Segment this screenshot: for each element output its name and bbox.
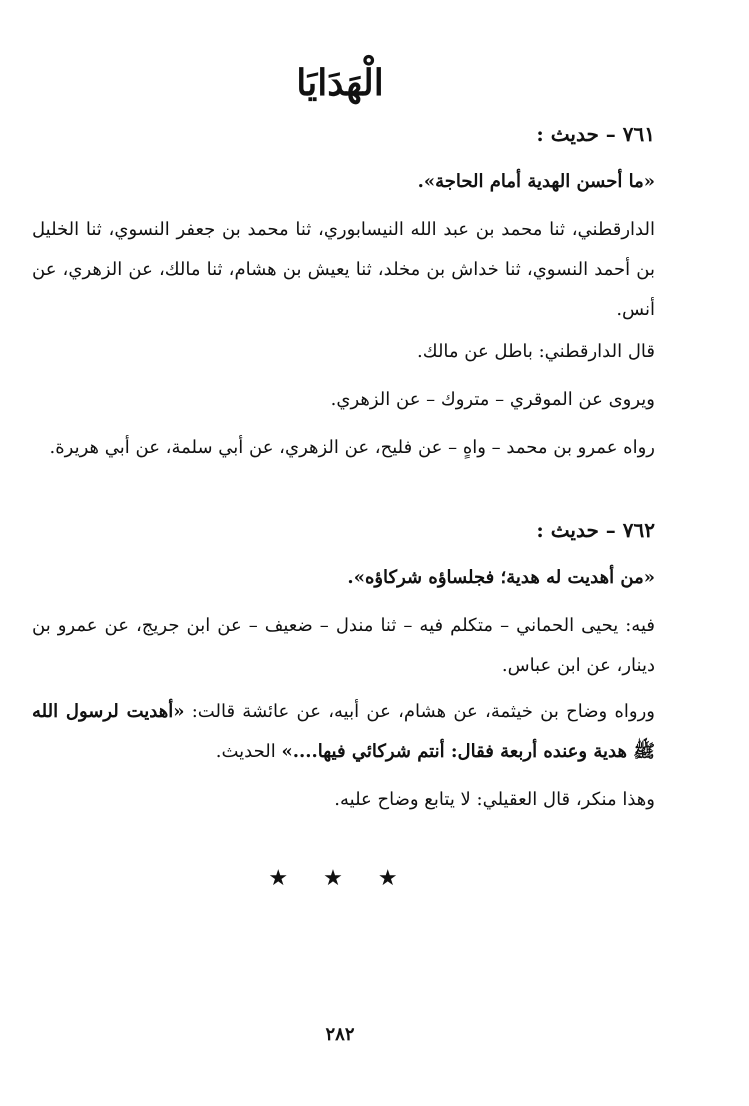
hadith-isnad: الدارقطني، ثنا محمد بن عبد الله النيسابوري، ثنا محمد بن جعفر النسوي، ثنا الخليل بن أحمد النسوي، ثنا خداش بن مخلد، ثنا يعيش بن هشام، ثنا مالك، عن الزهري، عن أنس.: [32, 219, 655, 320]
hadith-alternate: [32, 692, 655, 772]
hadith-alternate: رواه عمرو بن محمد – واهٍ – عن فليح، عن الزهري، عن أبي سلمة، عن أبي هريرة.: [49, 437, 655, 458]
hadith-number: ٧٦٢ – حديث :: [536, 518, 655, 542]
hadith-ruling: قال الدارقطني: باطل عن مالك.: [417, 341, 655, 362]
page-number: ٢٨٢: [325, 1024, 355, 1045]
hadith-isnad: فيه: يحيى الحماني – متكلم فيه – ثنا مندل – ضعيف – عن ابن جريج، عن عمرو بن دينار، عن ابن عباس.: [32, 615, 655, 676]
chapter-title: الْهَدَايَا: [296, 62, 384, 104]
hadith-number: ٧٦١ – حديث :: [536, 122, 655, 146]
hadith-matn: «من أهديت له هدية؛ فجلساؤه شركاؤه».: [347, 567, 655, 588]
alternate-prefix: ورواه وضاح بن خيثمة، عن هشام، عن أبيه، عن عائشة قالت:: [184, 701, 655, 722]
hadith-761: [32, 114, 655, 468]
hadith-matn: «ما أحسن الهدية أمام الحاجة».: [417, 171, 655, 192]
hadith-762: [32, 510, 655, 820]
alternate-quote: «أهديت لرسول الله ﷺ هدية وعنده أربعة فقال: أنتم شركائي فيها....»: [32, 701, 655, 762]
section-separator: ★ ★ ★: [268, 866, 412, 891]
hadith-note: ويروى عن الموقري – متروك – عن الزهري.: [330, 389, 655, 410]
alternate-suffix: الحديث.: [215, 741, 282, 762]
hadith-ruling: وهذا منكر، قال العقيلي: لا يتابع وضاح عليه.: [334, 789, 655, 810]
